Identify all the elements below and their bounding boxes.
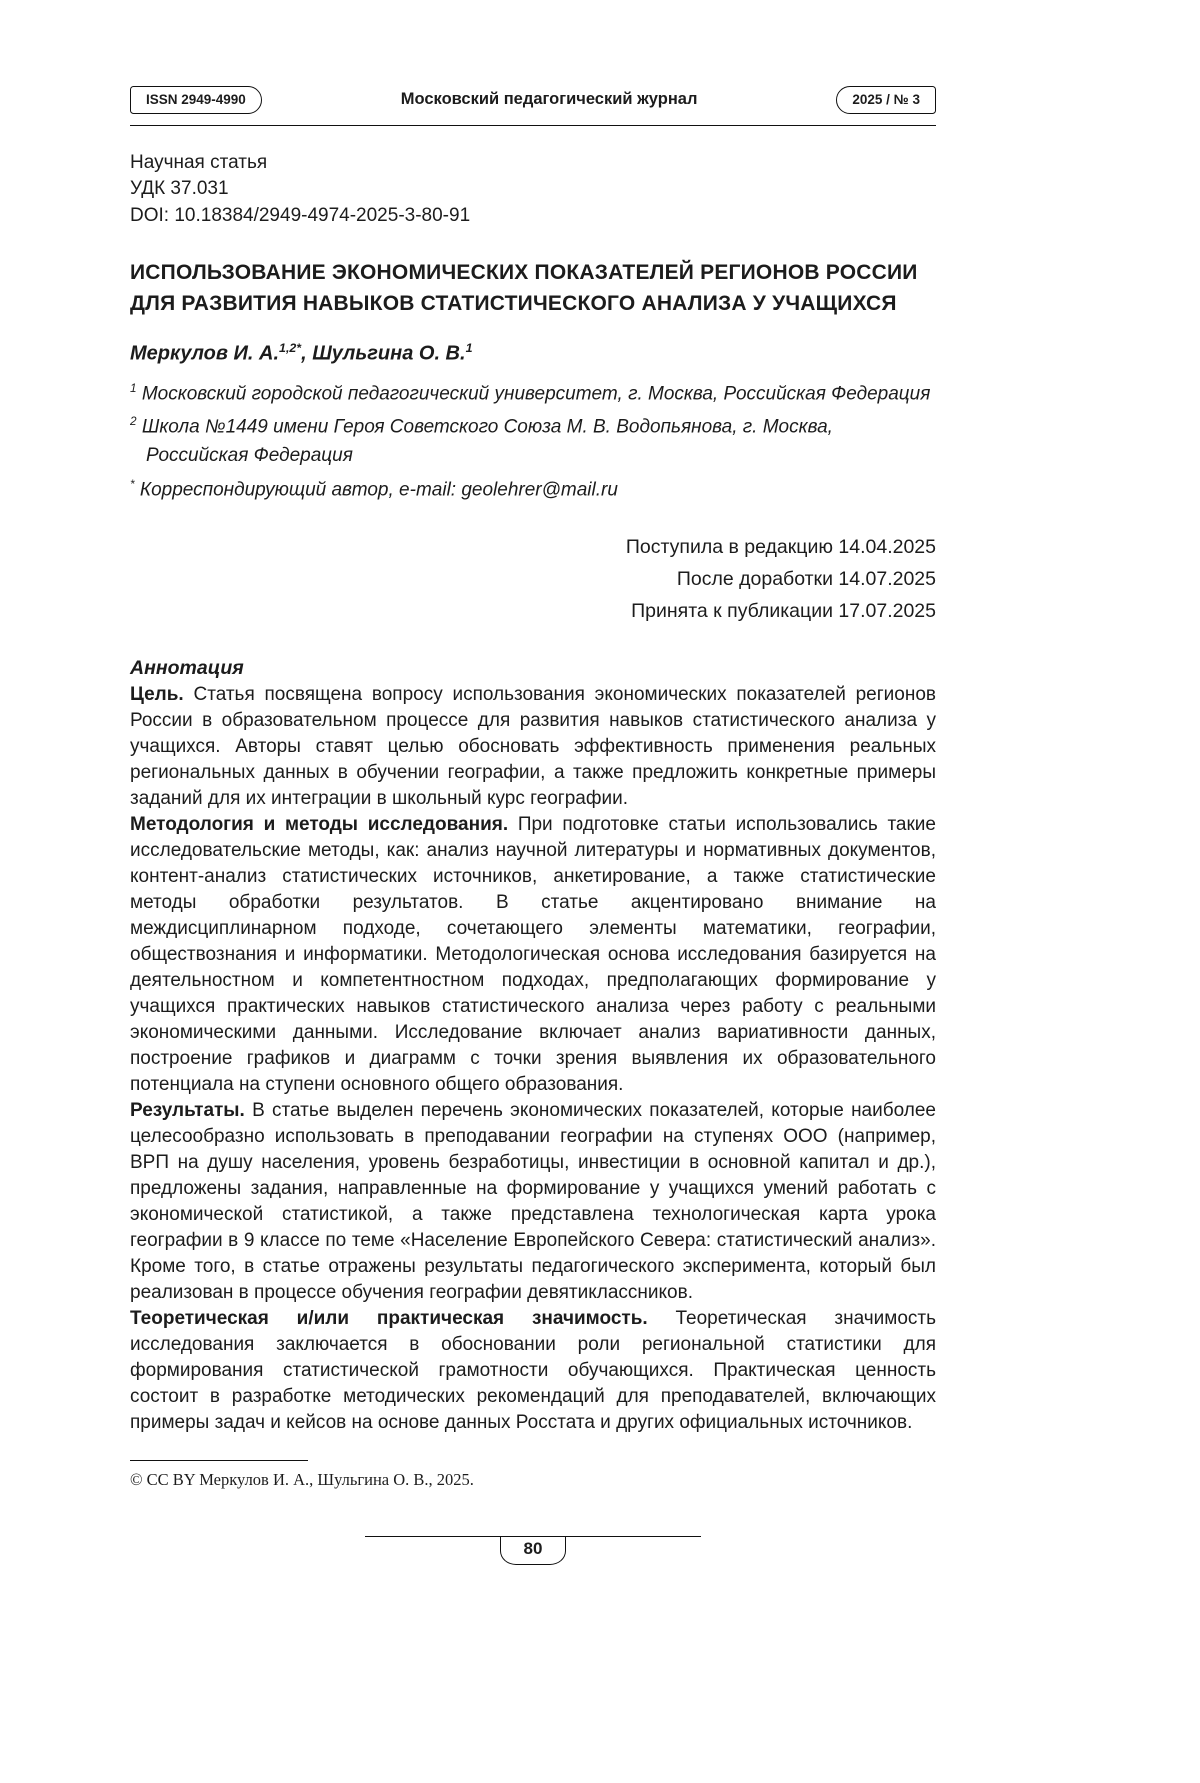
article-meta bbox=[130, 150, 936, 230]
received-date: Поступила в редакцию 14.04.2025 bbox=[625, 535, 936, 558]
paragraph-lead: Теоретическая и/или практическая значимость. bbox=[130, 1307, 648, 1329]
copyright-line: © CC BY Меркулов И. А., Шульгина О. В., 2025. bbox=[130, 1469, 474, 1489]
doi: DOI: 10.18384/2949-4974-2025-3-80-91 bbox=[130, 204, 471, 226]
dates-block bbox=[130, 531, 936, 627]
author-1-affiliation-marks: 1,2* bbox=[279, 341, 302, 355]
author-1-name: Меркулов И. А. bbox=[130, 342, 280, 365]
accepted-date: Принята к публикации 17.07.2025 bbox=[631, 599, 936, 622]
article-title: ИСПОЛЬЗОВАНИЕ ЭКОНОМИЧЕСКИХ ПОКАЗАТЕЛЕЙ РЕГИОНОВ РОССИИ ДЛЯ РАЗВИТИЯ НАВЫКОВ СТАТИСТИЧЕСКОГО АНАЛИЗА У УЧАЩИХСЯ bbox=[130, 261, 918, 315]
udc-number: УДК 37.031 bbox=[130, 178, 229, 199]
abstract-paragraph-goal bbox=[130, 682, 936, 812]
abstract-paragraph-results bbox=[130, 1098, 936, 1306]
article-type: Научная статья bbox=[130, 151, 268, 173]
page-number: 80 bbox=[500, 1536, 566, 1565]
abstract-section bbox=[130, 655, 936, 1436]
paragraph-lead: Цель. bbox=[130, 683, 184, 705]
abstract-heading: Аннотация bbox=[130, 656, 244, 679]
abstract-paragraph-methodology bbox=[130, 812, 936, 1098]
affiliation-text: Корреспондирующий автор, e-mail: geolehrer@mail.ru bbox=[139, 479, 618, 501]
journal-title: Московский педагогический журнал bbox=[400, 90, 698, 109]
paragraph-text: В статье выделен перечень экономических показателей, которые наиболее целесообразно использовать в преподавании географии на ступенях ООО (например, ВРП на душу населения, уровень безработицы, инвестиции в основной капитал и др.), предложены задания, направленные на формирование у учащихся умений работать с экономической статистикой, а также представлена технологическая карта урока географии в 9 классе по теме «Население Европейского Севера: статистический анализ». Кроме того, в статье отражены результаты педагогического эксперимента, который был реализован в процессе обучения географии девятиклассников. bbox=[130, 1099, 936, 1303]
paragraph-lead: Результаты. bbox=[130, 1099, 245, 1121]
authors-separator: , bbox=[301, 342, 313, 365]
footnote-rule bbox=[130, 1460, 308, 1461]
paragraph-text: Статья посвящена вопросу использования экономических показателей регионов России в образовательном процессе для развития навыков статистического анализа у учащихся. Авторы ставят целью обосновать эффективность применения реальных региональных данных в обучении географии, а также предложить конкретные примеры заданий для их интеграции в школьный курс географии. bbox=[130, 683, 936, 809]
revised-date: После доработки 14.07.2025 bbox=[676, 567, 936, 590]
page-number-footer bbox=[130, 1536, 936, 1565]
affiliations-block bbox=[130, 375, 936, 505]
affiliation-text: Московский городской педагогический университет, г. Москва, Российская Федерация bbox=[141, 382, 931, 404]
authors-line bbox=[130, 341, 936, 366]
affiliation-item bbox=[130, 375, 936, 409]
author-2-name: Шульгина О. В. bbox=[312, 342, 466, 365]
affiliation-marker: 2 bbox=[130, 415, 137, 429]
journal-page bbox=[130, 86, 936, 1565]
issn-text: ISSN 2949-4990 bbox=[146, 92, 246, 107]
issue-badge bbox=[836, 86, 936, 114]
paragraph-text: Теоретическая значимость исследования заключается в обосновании роли региональной статистики для формирования статистической грамотности обучающихся. Практическая ценность состоит в разработке методических рекомендаций для преподавателей, включающих примеры задач и кейсов на основе данных Росстата и других официальных источников. bbox=[130, 1307, 936, 1433]
affiliation-item bbox=[130, 408, 936, 470]
paragraph-lead: Методология и методы исследования. bbox=[130, 813, 509, 835]
corresponding-author-line bbox=[130, 471, 936, 505]
affiliation-marker: * bbox=[130, 477, 135, 491]
affiliation-text: Школа №1449 имени Героя Советского Союза М. В. Водопьянова, г. Москва, Российская Федерация bbox=[141, 416, 833, 467]
issue-text: 2025 / № 3 bbox=[852, 92, 920, 107]
abstract-paragraph-significance bbox=[130, 1306, 936, 1436]
paragraph-text: При подготовке статьи использовались такие исследовательские методы, как: анализ научной литературы и нормативных документов, контент-анализ статистических источников, анкетирование, а также статистические методы обработки результатов. В статье акцентировано внимание на междисциплинарном подходе, сочетающего элементы математики, географии, обществознания и информатики. Методологическая основа исследования базируется на деятельностном и компетентностном подходах, предполагающих формирование у учащихся практических навыков статистического анализа через работу с реальными экономическими данными. Исследование включает анализ вариативности данных, построение графиков и диаграмм с точки зрения выявления их образовательного потенциала на ступени основного общего образования. bbox=[130, 813, 936, 1095]
affiliation-marker: 1 bbox=[130, 381, 137, 395]
author-2-affiliation-marks: 1 bbox=[465, 341, 473, 355]
header-rule bbox=[130, 125, 936, 126]
page-header bbox=[130, 86, 936, 114]
issn-badge bbox=[130, 86, 262, 114]
